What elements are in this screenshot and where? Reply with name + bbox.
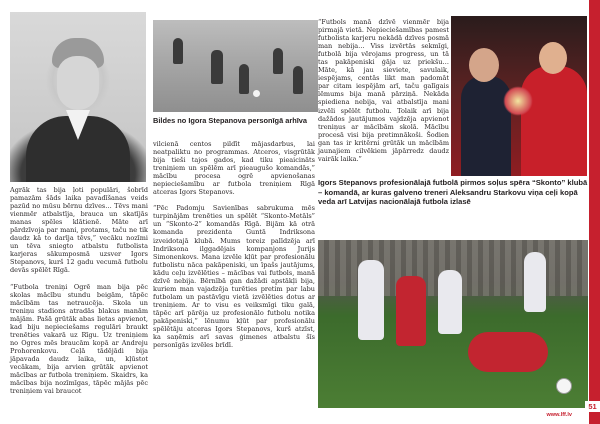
award-photo-caption: Igors Stepanovs profesionālajā futbolā pirmos soļus spēra “Skonto” klubā – komandā, ar kuras galveno treneri Aleksandru Starkovu viņa ceļi kopā veda arī Latvijas nacionālajā futbola izlasē xyxy=(318,178,588,207)
paragraph: “Futbols manā dzīvē vienmēr bija pirmajā vietā. Nepieciešamības pamest futbolista karjeru nekādā dzīves posmā man nebija… Viss izvērtās sekmīgi, futbolā bija vērojams progress, un tā tas pakāpeniski ģāja uz priekšu… Māte, kā jau sieviete, savulaik, iespējams, centās likt man padomāt par citam iespējām arī, taču galīgais lēmums bija manā pārziņā. Nekāda spiediena nebija, vai atbalstīja mani izvēli spēlēt futbolu. Tolaik arī bija dažādos jautājumos vajdzēja apvienot treniņus ar mācībām skolā. Mācību procesā visi bija pretimnākoši. Šodien gan tas ir kritērni grūtāk un mācībām jaunajiem cilvēkiem jāpārredz daudz vairāk laika.” xyxy=(318,18,449,163)
team-photo-caption: Bildes no Igora Stepanova personīgā arhīva xyxy=(153,116,308,125)
page-edge-bar xyxy=(589,0,600,424)
paragraph: “Futbola treniņi Ogrē man bija pēc skolas mācību stundu beigām, tāpēc mācībām tas netraucēja. Skola un treniņu stadions atradās blakus manām mājām. Pašā grūtāk abas lietas apvienot, kad biju nepieciešams regulāri braukt trenēties vakarā uz Rīgu. Uz treniņiem no Ogres mēs braucām kopā ar Andreju Prohorenkovu. Ceļā tādējādi bija jāpavada daudz laika, un, kļūstot vecākam, bija arvien grūtāk apvienot mācības ar futbola treniņiem. Skaidrs, ka mācības bija nozīmīgas, tāpēc mājās pēc treniņiem vai braucot xyxy=(10,282,148,396)
paragraph: Agrāk tas bija ļoti populāri, šobrīd pamazām šāds laika pavadīšanas veids pazūd no mūsu bērnu dzīves… Tēvs mani vienmēr atbalstīja, brauca un skatījās manas spēles klātienē. Māte arī pārdzīvoja par mani, protams, taču ne tik daudz kā to darīja tēvs,” vecāku nozīmi un tēva sniegto atbalstu futbolista karjeras sākumposmā uzsver Igors Stepanovs, kurš 12 gadu vecumā futbolu devās spēlēt Rīgā. xyxy=(10,186,148,275)
footer-url[interactable]: www.lff.lv xyxy=(546,412,572,418)
article-column-2 xyxy=(153,140,315,349)
portrait-photo xyxy=(10,12,146,182)
match-action-photo xyxy=(318,240,588,408)
paragraph: vilcienā centos pildīt mājasdarbus, lai neatpaliktu no programmas. Atceros, visgrūtāk bija tieši tajos gados, kad tiku pieaicināts treniņiem un spēlēm arī pieaugušo komandās,” mācību procesa ogrē apvienošanas nepieciešamību ar futbola treniņiem Rīgā atceras Igors Stepanovs. xyxy=(153,140,315,197)
award-ceremony-photo xyxy=(451,16,587,176)
page-number: 51 xyxy=(585,401,600,412)
article-column-1 xyxy=(10,186,148,395)
paragraph: “Pēc Padomju Savienības sabrukuma mēs turpinājām trenēties un spēlēt “Skonto-Metāls” un “Skonto-2” komandās Rīgā. Bijām kā otrā komanda prezidenta Guntā Indriksona izveidotajā klubā. Mums toreiz palīdzēja arī Indriksona ilggadējais kompanjons Jurijs Simonenkovs. Mana izvēle kļūt par profesionālu futbolistu nāca pakāpeniski, un īpašs jautājums, kādu ceļu izvēlēties – mācības vai futbols, manā dzīvē nebija. Bērnībā gan dažādi apstākļi bija, kuriem man vajadzēja turēties pretim par labu futbolam un pastāvīgu vietā izvēlēties dotus ar treniņiem. Ar to visu es veiksmīgi tiku galā, tāpēc arī pārēja uz profesionālo futbolu notika pakāpeniski,” lēnumu kļūt par profesionālu spēlētāju atceras Igors Stepanovs, kurš atzīst, ka saņēmis arī savas ģimenes atbalstu šīs personīgās izvēles brīdī. xyxy=(153,204,315,350)
youth-football-photo xyxy=(153,20,318,112)
article-column-3 xyxy=(318,18,449,163)
